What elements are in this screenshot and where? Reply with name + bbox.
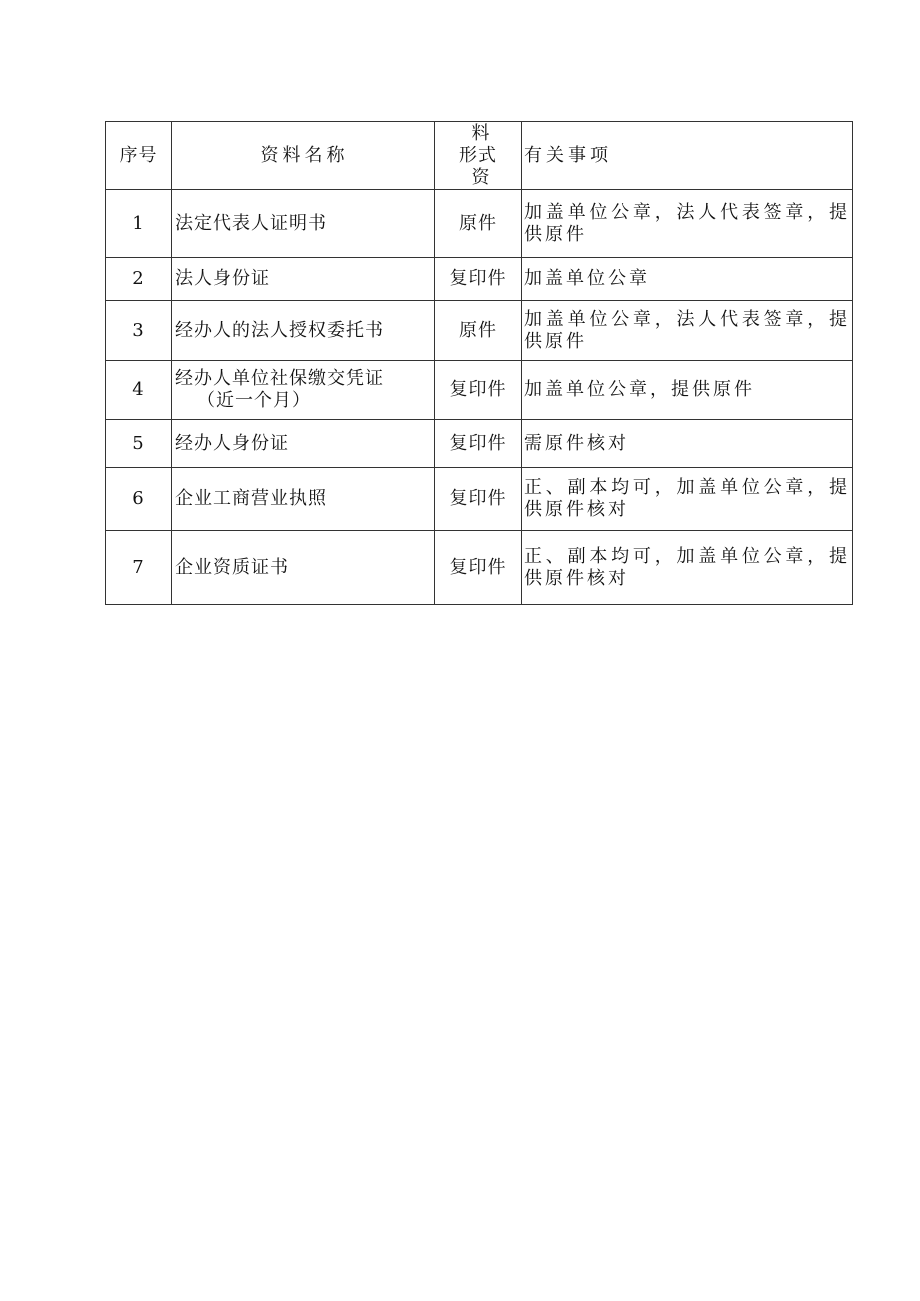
table-row [106,361,853,420]
table-row [106,531,853,605]
row-material-name: 企业资质证书 [172,531,435,605]
row-material-name-main: 经办人单位社保缴交凭证 [175,368,384,389]
row-material-name-sub: （近一个月） [197,390,311,411]
row-material-form: 复印件 [435,468,522,531]
header-material-form [435,122,522,190]
row-material-form: 原件 [435,301,522,361]
row-notes: 正、副本均可，加盖单位公章，提供原件核对 [522,468,853,531]
table-header-row [106,122,853,190]
row-material-name: 企业工商营业执照 [172,468,435,531]
row-material-form: 原件 [435,190,522,258]
row-serial-number: 3 [106,301,172,361]
header-serial-number: 序号 [106,122,172,190]
header-related-notes: 有关事项 [522,122,853,190]
table-row [106,258,853,301]
row-notes: 需原件核对 [522,420,853,468]
header-form-line-2: 形式 [459,144,497,166]
row-material-name: 法定代表人证明书 [172,190,435,258]
row-serial-number: 5 [106,420,172,468]
row-notes: 加盖单位公章，提供原件 [522,361,853,420]
header-material-name: 资料名称 [172,122,435,190]
row-serial-number: 1 [106,190,172,258]
row-material-form: 复印件 [435,420,522,468]
table-row [106,468,853,531]
row-material-name [172,361,435,420]
table-row [106,420,853,468]
row-material-name: 经办人身份证 [172,420,435,468]
materials-table [105,121,853,605]
row-serial-number: 6 [106,468,172,531]
row-material-form: 复印件 [435,258,522,301]
row-serial-number: 7 [106,531,172,605]
table-row [106,301,853,361]
row-notes: 正、副本均可，加盖单位公章，提供原件核对 [522,531,853,605]
row-material-name: 经办人的法人授权委托书 [172,301,435,361]
row-notes: 加盖单位公章，法人代表签章，提供原件 [522,301,853,361]
row-material-form: 复印件 [435,361,522,420]
row-notes: 加盖单位公章 [522,258,853,301]
row-serial-number: 4 [106,361,172,420]
table-row [106,190,853,258]
row-material-form: 复印件 [435,531,522,605]
header-form-line-1: 料 [471,122,491,144]
header-form-line-3: 资 [471,166,491,188]
row-serial-number: 2 [106,258,172,301]
row-notes: 加盖单位公章，法人代表签章，提供原件 [522,190,853,258]
row-material-name: 法人身份证 [172,258,435,301]
